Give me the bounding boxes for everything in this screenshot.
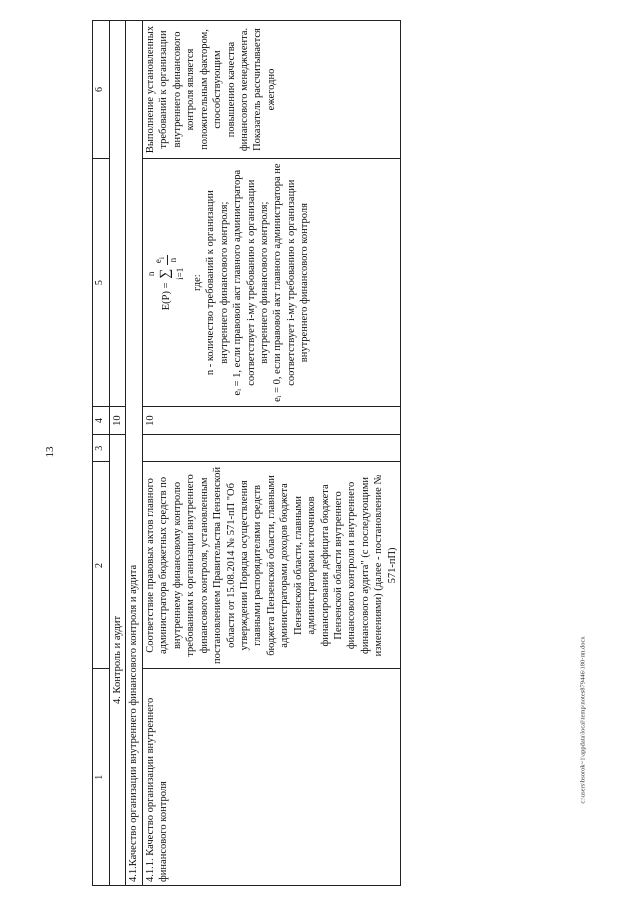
sigma-icon: ∑ xyxy=(158,268,174,279)
header-cell-5: 5 xyxy=(93,159,110,407)
formula-lhs: E(P) = xyxy=(160,282,172,311)
fraction-num-sub: i xyxy=(157,257,167,260)
indicator-name: 4.1.1. Качество организации внутреннего финансового контроля xyxy=(142,669,400,886)
header-row xyxy=(93,21,110,886)
rotated-table-sheet xyxy=(92,20,540,886)
section-weight: 10 xyxy=(110,407,126,435)
indicator-row xyxy=(142,21,400,886)
subsection-row xyxy=(126,21,142,886)
header-cell-3: 3 xyxy=(93,434,110,462)
header-cell-2: 2 xyxy=(93,462,110,669)
header-cell-4: 4 xyxy=(93,407,110,435)
weight-cell: 10 xyxy=(142,407,400,435)
fraction xyxy=(153,255,179,265)
fraction-den: n xyxy=(167,257,178,263)
col3-cell xyxy=(142,434,400,462)
page-number: 13 xyxy=(44,446,56,458)
criteria-text: Соответствие правовых актов главного администратора бюджетных средств по внутреннему финансовому контролю требованиям к организации внутреннего финансового контроля, установленным постановлением Правительства Пензенской области от 15.08.2014 № 571-пП "Об утверждении Порядка осуществления главными распорядителями средств бюджета Пензенской области, главными администраторами доходов бюджета Пензенской области, главными администраторами источников финансирования дефицита бюджета Пензенской области внутреннего финансового контроля и внутреннего финансового аудита" (с последующими изменениями) (далее - постановление № 571-пП) xyxy=(142,462,400,669)
calculation-cell xyxy=(142,159,400,407)
section-title: 4. Контроль и аудит xyxy=(110,434,126,885)
calculation-text: где: n - количество требований к организации внутреннего финансового контроля; eᵢ = 1, если правовой акт главного администратора соответствует i-му требованию к организации внутреннего финансового контроля; eᵢ = 0, если правовой акт главного администратора не соответствует i-му требованию к организации внутреннего финансового контроля xyxy=(191,163,311,402)
subsection-title: 4.1.Качество организации внутреннего финансового контроля и аудита xyxy=(126,21,142,886)
section-row xyxy=(110,21,126,886)
evaluation-table xyxy=(92,20,401,886)
section-empty xyxy=(110,21,126,407)
sum-upper: n xyxy=(145,271,156,277)
sum-symbol xyxy=(146,268,187,280)
fraction-num: e xyxy=(153,259,164,264)
comment-text: Выполнение установленных требований к организации внутреннего финансового контроля является положительным фактором, способствующим повышению качества финансового менеджмента. Показатель рассчитывается ежегодно xyxy=(142,21,400,159)
formula xyxy=(146,162,187,403)
sum-lower: i=1 xyxy=(175,267,186,280)
footer-path: c:\users\bsorok~1\appdata\local\temp\notes879446\180-пп.docx xyxy=(579,636,587,804)
header-cell-1: 1 xyxy=(93,669,110,886)
header-cell-6: 6 xyxy=(93,21,110,159)
